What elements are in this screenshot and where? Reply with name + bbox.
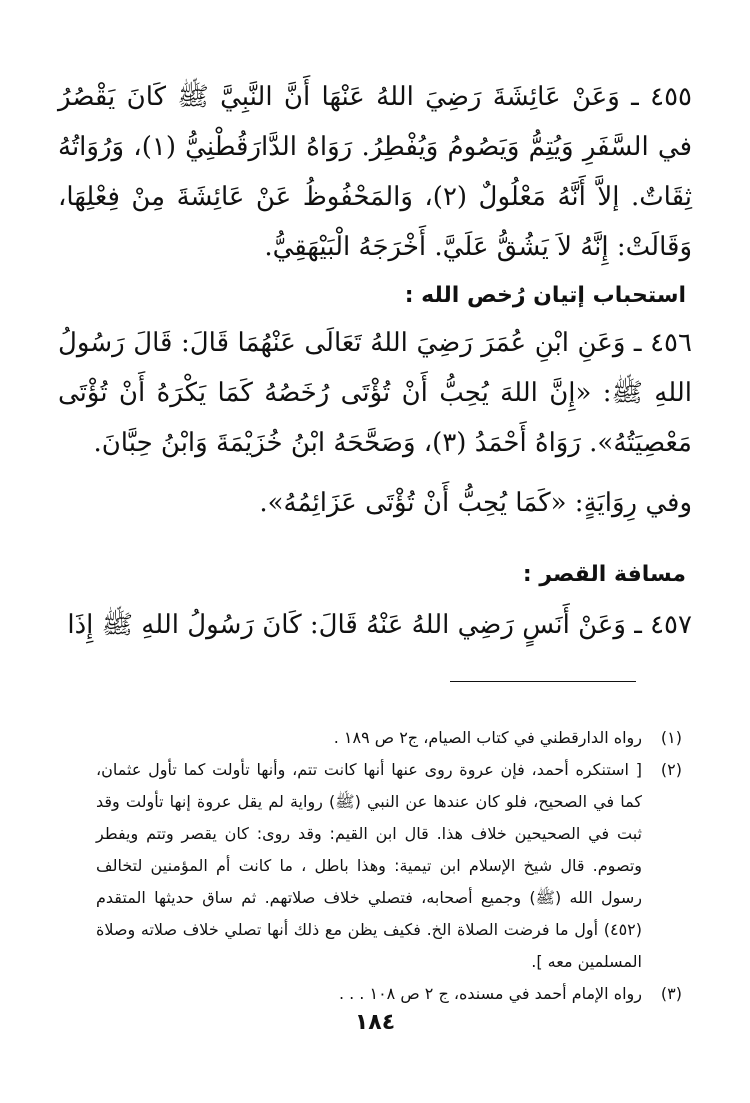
footnote [96,754,682,978]
section-heading: استحباب إتيان رُخص الله : [404,283,686,308]
hadith-number: ٤٥٦ [650,328,692,358]
hadith-455 [58,72,692,272]
footnote-divider [450,681,636,682]
footnote-number: (١) [660,728,682,747]
footnote-number: (٣) [660,984,682,1003]
page-number: ١٨٤ [354,1010,396,1035]
footnote-text: رواه الإمام أحمد في مسنده، ج ٢ ص ١٠٨ . . . [338,984,642,1003]
footnote [96,722,682,754]
hadith-456 [58,318,692,468]
footnote-text: رواه الدارقطني في كتاب الصيام، ج٢ ص ١٨٩ . [333,728,642,747]
footnote-text: [ استنكره أحمد، فإن عروة روى عنها أنها كانت تتم، وأنها تأولت كما تأول عثمان، كما في الصحيح، فلو كان عندها عن النبي (ﷺ) رواية لم يقل عروة إنها تأولت وقد ثبت في الصحيحين خلاف هذا. قال ابن القيم: وقد روى: كان يقصر وتتم ويفطر وتصوم. قال شيخ الإسلام ابن تيمية: وهذا باطل ، ما كانت أم المؤمنين لتخالف رسول الله (ﷺ) وجميع أصحابه، فتصلي خلاف صلاتهم. ثم ساق حديثها المتقدم (٤٥٢) أول ما فرضت الصلاة الخ. فكيف يظن مع ذلك أنها تصلي خلاف صلاته وصلاة المسلمين معه ]. [96,760,642,971]
footnote [96,978,682,1010]
hadith-number: ٤٥٥ [650,82,693,112]
footnotes [96,722,682,1010]
hadith-text: ـ وَعَنْ عَائِشَةَ رَضِيَ اللهُ عَنْهَا أَنَّ النَّبِيَّ ﷺ كَانَ يَقْصُرُ في السَّفَرِ وَيُتِمُّ وَيَصُومُ وَيُفْطِرُ. رَوَاهُ الدَّارَقُطْنِيُّ (١)، وَرُوَاتُهُ ثِقَاتٌ. إلاَّ أَنَّهُ مَعْلُولٌ (٢)، وَالمَحْفُوظُ عَنْ عَائِشَةَ مِنْ فِعْلِهَا، وَقَالَتْ: إِنَّهُ لاَ يَشُقُّ عَلَيَّ. أَخْرَجَهُ الْبَيْهَقِيُّ. [58,82,692,262]
hadith-text: ـ وَعَنْ أَنَسٍ رَضِي اللهُ عَنْهُ قَالَ: كَانَ رَسُولُ اللهِ ﷺ إِذَا [67,610,642,640]
hadith-text: ـ وَعَنِ ابْنِ عُمَرَ رَضِيَ اللهُ تَعَالَى عَنْهُمَا قَالَ: قَالَ رَسُولُ اللهِ ﷺ: «إِنَّ اللهَ يُحِبُّ أَنْ تُؤْتَى رُخَصُهُ كَمَا يَكْرَهُ أَنْ تُؤْتَى مَعْصِيَتُهُ». رَوَاهُ أَحْمَدُ (٣)، وَصَحَّحَهُ ابْنُ خُزَيْمَةَ وَابْنُ حِبَّانَ. [58,328,693,458]
section-heading: مسافة القصر : [522,562,686,587]
hadith-457 [58,600,692,650]
hadith-number: ٤٥٧ [650,610,692,640]
variant-narration: وفي رِوَايَةٍ: «كَمَا يُحِبُّ أَنْ تُؤْتَى عَزَائِمُهُ». [259,488,692,518]
footnote-number: (٢) [660,760,682,779]
